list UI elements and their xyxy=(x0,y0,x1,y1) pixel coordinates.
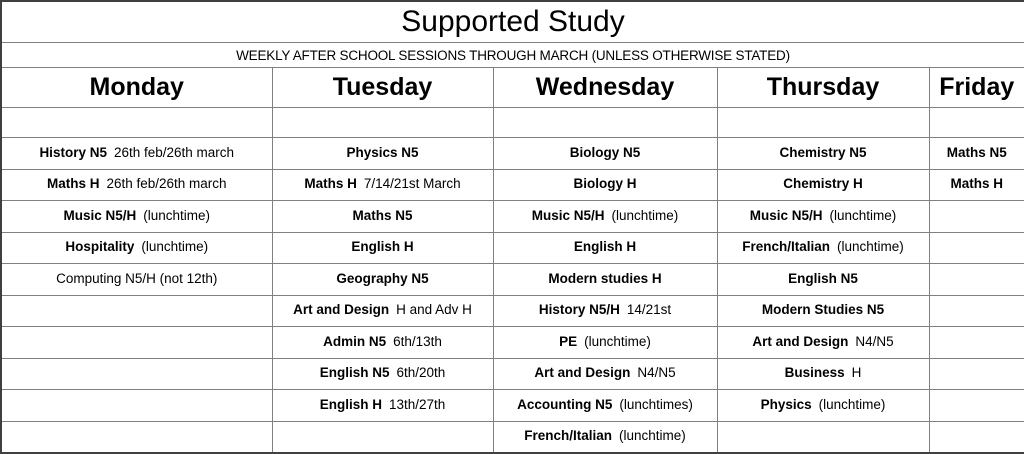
cell-wednesday-6 xyxy=(493,295,717,327)
day-header-row xyxy=(1,68,1024,108)
subject-detail: H and Adv H xyxy=(396,302,472,318)
cell-thursday-0 xyxy=(717,108,929,138)
cell-thursday-4 xyxy=(717,232,929,264)
cell-wednesday-10 xyxy=(493,421,717,453)
subject-detail: 6th/20th xyxy=(396,365,446,381)
subject-name: French/Italian xyxy=(524,428,612,444)
subject-name: English N5 xyxy=(788,270,858,286)
day-header-friday: Friday xyxy=(929,68,1024,108)
timetable-body xyxy=(1,1,1024,453)
subject-name: Biology H xyxy=(573,176,637,192)
cell-thursday-8 xyxy=(717,358,929,390)
subject-name: Admin N5 xyxy=(323,333,387,349)
subject-name: Music N5/H xyxy=(63,207,137,223)
timetable-row xyxy=(1,264,1024,296)
subject-name: Chemistry N5 xyxy=(779,144,867,160)
cell-friday-7 xyxy=(929,327,1024,359)
cell-thursday-1 xyxy=(717,138,929,170)
cell-friday-1 xyxy=(929,138,1024,170)
page-title: Supported Study xyxy=(1,1,1024,43)
subject-name: Maths H xyxy=(950,176,1004,192)
cell-thursday-2 xyxy=(717,169,929,201)
subject-name: History N5 xyxy=(39,144,107,160)
day-header-monday: Monday xyxy=(1,68,272,108)
timetable-row xyxy=(1,201,1024,233)
cell-monday-4 xyxy=(1,232,272,264)
subject-name: Physics xyxy=(760,396,812,412)
cell-tuesday-4 xyxy=(272,232,493,264)
timetable-row xyxy=(1,295,1024,327)
subject-name: Accounting N5 xyxy=(517,396,613,412)
subject-name: Art and Design xyxy=(293,302,390,318)
cell-tuesday-0 xyxy=(272,108,493,138)
cell-wednesday-9 xyxy=(493,390,717,422)
cell-wednesday-5 xyxy=(493,264,717,296)
subject-name: English H xyxy=(573,239,637,255)
cell-monday-10 xyxy=(1,421,272,453)
subject-name: Chemistry H xyxy=(783,176,863,192)
subject-detail: Computing N5/H (not 12th) xyxy=(56,270,218,286)
subject-name: English H xyxy=(351,239,414,255)
subject-name: Geography N5 xyxy=(336,270,429,286)
cell-friday-4 xyxy=(929,232,1024,264)
cell-tuesday-5 xyxy=(272,264,493,296)
subject-detail: 14/21st xyxy=(626,302,672,318)
cell-thursday-3 xyxy=(717,201,929,233)
subject-detail: (lunchtime) xyxy=(611,207,679,223)
subject-name: History N5/H xyxy=(538,302,620,318)
day-header-wednesday: Wednesday xyxy=(493,68,717,108)
cell-wednesday-4 xyxy=(493,232,717,264)
subject-detail: (lunchtimes) xyxy=(619,396,693,412)
cell-wednesday-1 xyxy=(493,138,717,170)
timetable-row xyxy=(1,169,1024,201)
cell-monday-5 xyxy=(1,264,272,296)
subject-name: Modern studies H xyxy=(548,270,662,286)
subject-name: Business xyxy=(784,365,845,381)
cell-tuesday-2 xyxy=(272,169,493,201)
subject-name: Music N5/H xyxy=(531,207,605,223)
cell-monday-7 xyxy=(1,327,272,359)
cell-wednesday-7 xyxy=(493,327,717,359)
subject-name: Maths H xyxy=(46,176,100,192)
subject-name: PE xyxy=(559,333,578,349)
timetable-row xyxy=(1,138,1024,170)
cell-wednesday-8 xyxy=(493,358,717,390)
cell-thursday-9 xyxy=(717,390,929,422)
timetable-row xyxy=(1,390,1024,422)
cell-tuesday-6 xyxy=(272,295,493,327)
subject-detail: (lunchtime) xyxy=(141,239,209,255)
subject-detail: 6th/13th xyxy=(393,333,442,349)
subject-detail: 26th feb/26th march xyxy=(113,144,235,160)
subject-detail: (lunchtime) xyxy=(143,207,211,223)
subject-name: English H xyxy=(319,396,382,412)
subject-detail: (lunchtime) xyxy=(818,396,886,412)
subject-name: French/Italian xyxy=(742,239,830,255)
subject-detail: 26th feb/26th march xyxy=(106,176,227,192)
subject-detail: (lunchtime) xyxy=(829,207,897,223)
cell-tuesday-9 xyxy=(272,390,493,422)
cell-friday-9 xyxy=(929,390,1024,422)
subject-name: Art and Design xyxy=(534,365,631,381)
cell-monday-8 xyxy=(1,358,272,390)
subject-name: Biology N5 xyxy=(569,144,641,160)
cell-monday-9 xyxy=(1,390,272,422)
subject-detail: N4/N5 xyxy=(855,333,894,349)
subtitle-row xyxy=(1,43,1024,68)
subject-name: Music N5/H xyxy=(749,207,823,223)
timetable-row xyxy=(1,358,1024,390)
cell-friday-3 xyxy=(929,201,1024,233)
cell-wednesday-2 xyxy=(493,169,717,201)
timetable-row xyxy=(1,327,1024,359)
subject-name: Physics N5 xyxy=(346,144,419,160)
subtitle-note: WEEKLY AFTER SCHOOL SESSIONS THROUGH MARCH (UNLESS OTHERWISE STATED) xyxy=(1,43,1024,68)
spacer-row xyxy=(1,108,1024,138)
cell-monday-1 xyxy=(1,138,272,170)
cell-thursday-7 xyxy=(717,327,929,359)
subject-name: Maths N5 xyxy=(352,207,413,223)
cell-thursday-6 xyxy=(717,295,929,327)
subject-name: English N5 xyxy=(319,365,390,381)
cell-monday-3 xyxy=(1,201,272,233)
subject-name: Art and Design xyxy=(752,333,849,349)
subject-detail: H xyxy=(851,365,862,381)
subject-name: Hospitality xyxy=(65,239,135,255)
cell-thursday-5 xyxy=(717,264,929,296)
day-header-thursday: Thursday xyxy=(717,68,929,108)
subject-name: Maths H xyxy=(304,176,357,192)
title-row xyxy=(1,1,1024,43)
cell-thursday-10 xyxy=(717,421,929,453)
cell-tuesday-7 xyxy=(272,327,493,359)
day-header-tuesday: Tuesday xyxy=(272,68,493,108)
cell-monday-0 xyxy=(1,108,272,138)
subject-name: Modern Studies N5 xyxy=(761,302,885,318)
cell-wednesday-0 xyxy=(493,108,717,138)
timetable-row xyxy=(1,421,1024,453)
cell-tuesday-3 xyxy=(272,201,493,233)
subject-detail: (lunchtime) xyxy=(837,239,904,255)
subject-detail: 7/14/21st March xyxy=(363,176,461,192)
subject-name: Maths N5 xyxy=(946,144,1007,160)
subject-detail: (lunchtime) xyxy=(619,428,686,444)
cell-friday-10 xyxy=(929,421,1024,453)
cell-friday-8 xyxy=(929,358,1024,390)
cell-monday-2 xyxy=(1,169,272,201)
cell-friday-2 xyxy=(929,169,1024,201)
subject-detail: 13th/27th xyxy=(388,396,446,412)
cell-friday-5 xyxy=(929,264,1024,296)
subject-detail: (lunchtime) xyxy=(584,333,651,349)
subject-detail: N4/N5 xyxy=(637,365,676,381)
cell-monday-6 xyxy=(1,295,272,327)
cell-wednesday-3 xyxy=(493,201,717,233)
cell-tuesday-8 xyxy=(272,358,493,390)
cell-friday-6 xyxy=(929,295,1024,327)
cell-friday-0 xyxy=(929,108,1024,138)
timetable-row xyxy=(1,232,1024,264)
cell-tuesday-10 xyxy=(272,421,493,453)
cell-tuesday-1 xyxy=(272,138,493,170)
